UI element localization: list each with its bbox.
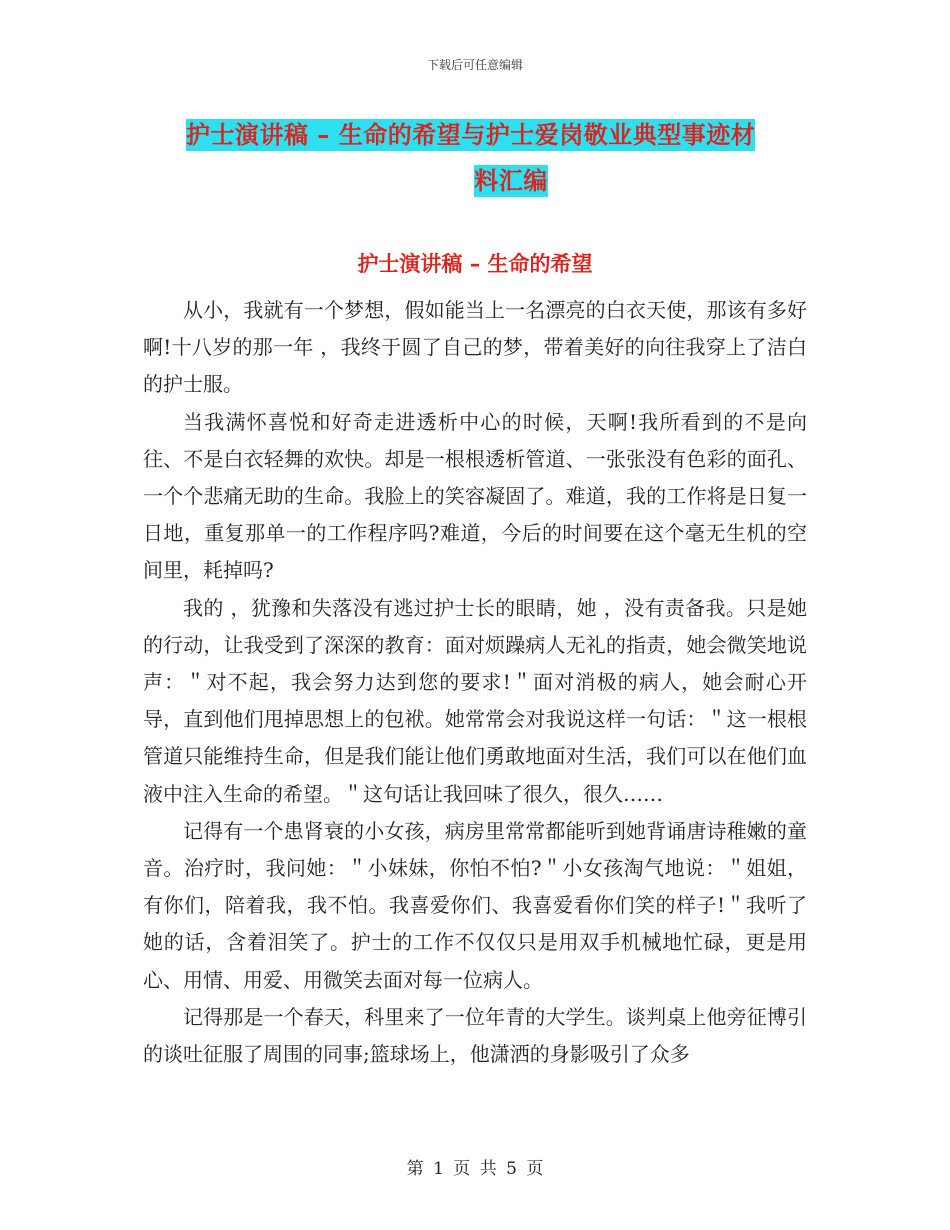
page-number: 第 1 页 共 5 页: [406, 1159, 544, 1179]
paragraph: 记得那是一个春天，科里来了一位年青的大学生。谈判桌上他旁征博引的谈吐征服了周围的同事;篮球场上，他潇洒的身影吸引了众多: [143, 1004, 807, 1067]
paragraph: 当我满怀喜悦和好奇走进透析中心的时候，天啊!我所看到的不是向往、不是白衣轻舞的欢快。却是一根根透析管道、一张张没有色彩的面孔、一个个悲痛无助的生命。我脸上的笑容凝固了。难道，我的工作将是日复一日地，重复那单一的工作程序吗?难道，今后的时间要在这个毫无生机的空间里，耗掉吗?: [143, 409, 807, 583]
paragraph: 从小，我就有一个梦想，假如能当上一名漂亮的白衣天使，那该有多好啊!十八岁的那一年 ，我终于圆了自己的梦，带着美好的向往我穿上了洁白的护士服。: [143, 298, 807, 397]
section-title: 护士演讲稿 – 生命的希望: [357, 252, 593, 276]
document-title-line-1: 护士演讲稿 – 生命的希望与护士爱岗敬业典型事迹材: [186, 121, 756, 149]
document-title: [186, 112, 826, 204]
paragraph: 记得有一个患肾衰的小女孩，病房里常常都能听到她背诵唐诗稚嫩的童音。治疗时，我问她：＂小妹妹，你怕不怕?＂小女孩淘气地说：＂姐姐，有你们，陪着我，我不怕。我喜爱你们、我喜爱看你们笑的样子!＂我听了她的话，含着泪笑了。护士的工作不仅仅只是用双手机械地忙碌，更是用心、用情、用爱、用微笑去面对每一位病人。: [143, 818, 807, 992]
document-title-line-2: 料汇编: [474, 167, 548, 195]
page-header-note: 下载后可任意编辑: [426, 58, 523, 72]
paragraph: 我的 ，犹豫和失落没有逃过护士长的眼睛，她 ，没有责备我。只是她的行动，让我受到了深深的教育：面对烦躁病人无礼的指责，她会微笑地说声：＂对不起，我会努力达到您的要求!＂面对消极的病人，她会耐心开导，直到他们甩掉思想上的包袱。她常常会对我说这样一句话：＂这一根根管道只能维持生命，但是我们能让他们勇敢地面对生活，我们可以在他们血液中注入生命的希望。＂这句话让我回味了很久，很久……: [143, 595, 807, 806]
body-text: [143, 292, 807, 1073]
